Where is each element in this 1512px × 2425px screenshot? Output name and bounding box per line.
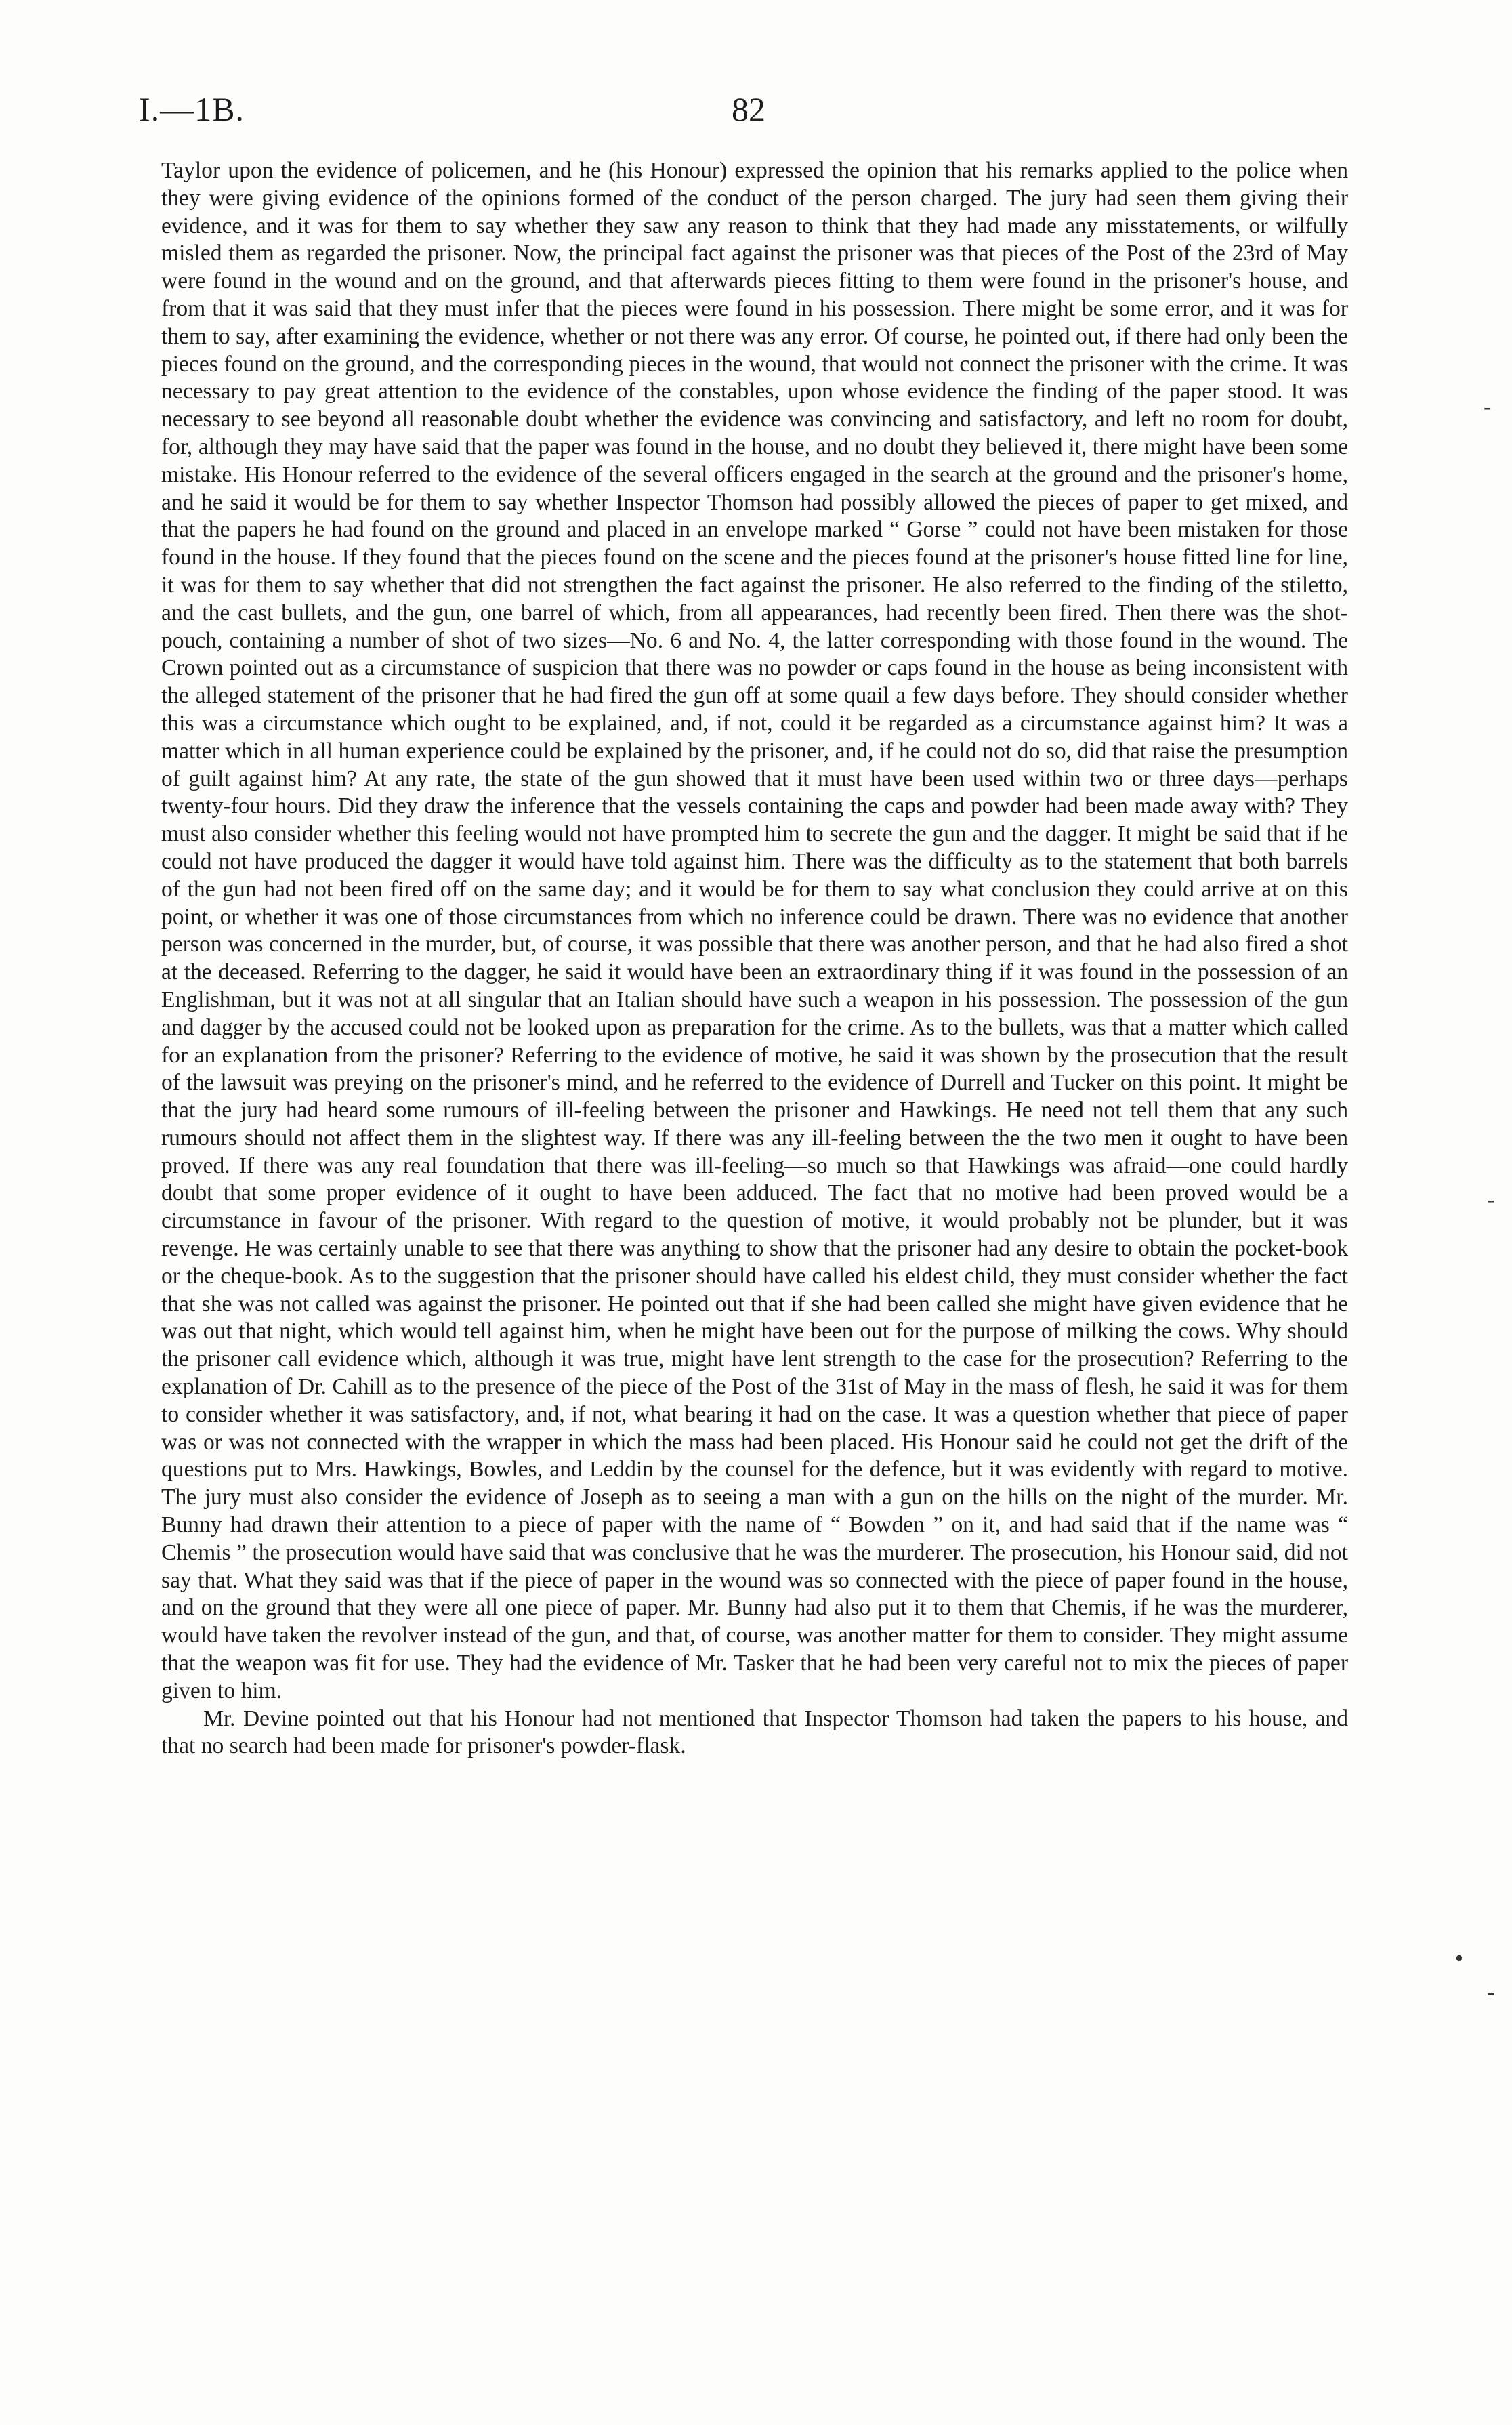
body-text [161, 157, 1348, 1760]
parliamentary-paper-reference: I.—1B. [139, 90, 245, 128]
page-number: 82 [732, 90, 765, 128]
paragraph-judge-summing-up: Taylor upon the evidence of policemen, and he (his Honour) expressed the opinion that his remarks applied to the police when they were giving evidence of the opinions formed of the conduct of the person charged. The jury had seen them giving their evidence, and it was for them to say whether they saw any reason to think that they had made any misstatements, or wilfully misled them as regarded the prisoner. Now, the principal fact against the prisoner was that pieces of the Post of the 23rd of May were found in the wound and on the ground, and that afterwards pieces fitting to them were found in the prisoner's house, and from that it was said that they must infer that the pieces were found in his possession. There might be some error, and it was for them to say, after examining the evidence, whether or not there was any error. Of course, he pointed out, if there had only been the pieces found on the ground, and the corresponding pieces in the wound, that would not connect the prisoner with the crime. It was necessary to pay great attention to the evidence of the constables, upon whose evidence the finding of the paper stood. It was necessary to see beyond all reasonable doubt whether the evidence was convincing and satisfactory, and left no room for doubt, for, although they may have said that the paper was found in the house, and no doubt they believed it, there might have been some mistake. His Honour referred to the evidence of the several officers engaged in the search at the ground and the prisoner's home, and he said it would be for them to say whether Inspector Thomson had possibly allowed the pieces of paper to get mixed, and that the papers he had found on the ground and placed in an envelope marked “ Gorse ” could not have been mistaken for those found in the house. If they found that the pieces found on the scene and the pieces found at the prisoner's house fitted line for line, it was for them to say whether that did not strengthen the fact against the prisoner. He also referred to the finding of the stiletto, and the cast bullets, and the gun, one barrel of which, from all appearances, had recently been fired. Then there was the shot-pouch, containing a number of shot of two sizes—No. 6 and No. 4, the latter corresponding with those found in the wound. The Crown pointed out as a circumstance of suspicion that there was no powder or caps found in the house as being inconsistent with the alleged statement of the prisoner that he had fired the gun off at some quail a few days before. They should consider whether this was a circumstance which ought to be explained, and, if not, could it be regarded as a circumstance against him? It was a matter which in all human experience could be explained by the prisoner, and, if he could not do so, did that raise the presumption of guilt against him? At any rate, the state of the gun showed that it must have been used within two or three days—perhaps twenty-four hours. Did they draw the inference that the vessels containing the caps and powder had been made away with? They must also consider whether this feeling would not have prompted him to secrete the gun and the dagger. It might be said that if he could not have produced the dagger it would have told against him. There was the difficulty as to the statement that both barrels of the gun had not been fired off on the same day; and it would be for them to say what conclusion they could arrive at on this point, or whether it was one of those circumstances from which no inference could be drawn. There was no evidence that another person was concerned in the murder, but, of course, it was possible that there was another person, and that he had also fired a shot at the deceased. Referring to the dagger, he said it would have been an extraordinary thing if it was found in the possession of an Englishman, but it was not at all singular that an Italian should have such a weapon in his possession. The possession of the gun and dagger by the accused could not be looked upon as preparation for the crime. As to the bullets, was that a matter which called for an explanation from the prisoner? Referring to the evidence of motive, he said it was shown by the prosecution that the result of the lawsuit was preying on the prisoner's mind, and he referred to the evidence of Durrell and Tucker on this point. It might be that the jury had heard some rumours of ill-feeling between the prisoner and Hawkings. He need not tell them that any such rumours should not affect them in the slightest way. If there was any ill-feeling between the the two men it ought to have been proved. If there was any real foundation that there was ill-feeling—so much so that Hawkings was afraid—one could hardly doubt that some proper evidence of it ought to have been adduced. The fact that no motive had been proved would be a circumstance in favour of the prisoner. With regard to the question of motive, it would probably not be plunder, but it was revenge. He was certainly unable to see that there was anything to show that the prisoner had any desire to obtain the pocket-book or the cheque-book. As to the suggestion that the prisoner should have called his eldest child, they must consider whether the fact that she was not called was against the prisoner. He pointed out that if she had been called she might have given evidence that he was out that night, which would tell against him, when he might have been out for the purpose of milking the cows. Why should the prisoner call evidence which, although it was true, might have lent strength to the case for the prosecution? Referring to the explanation of Dr. Cahill as to the presence of the piece of the Post of the 31st of May in the mass of flesh, he said it was for them to consider whether it was satisfactory, and, if not, what bearing it had on the case. It was a question whether that piece of paper was or was not connected with the wrapper in which the mass had been placed. His Honour said he could not get the drift of the questions put to Mrs. Hawkings, Bowles, and Leddin by the counsel for the defence, but it was evidently with regard to motive. The jury must also consider the evidence of Joseph as to seeing a man with a gun on the hills on the night of the murder. Mr. Bunny had drawn their attention to a piece of paper with the name of “ Bowden ” on it, and had said that if the name was “ Chemis ” the prosecution would have said that was conclusive that he was the murderer. The prosecution, his Honour said, did not say that. What they said was that if the piece of paper in the wound was so connected with the piece of paper found in the house, and on the ground that they were all one piece of paper. Mr. Bunny had also put it to them that Chemis, if he was the murderer, would have taken the revolver instead of the gun, and that, of course, was another matter for them to consider. They might assume that the weapon was fit for use. They had the evidence of Mr. Tasker that he had been very careful not to mix the pieces of paper given to him. [161, 158, 1348, 1703]
margin-mark: - [1487, 1980, 1495, 2005]
margin-mark: - [1484, 394, 1492, 419]
margin-mark: • [1455, 1946, 1463, 1971]
paragraph-devine-remark: Mr. Devine pointed out that his Honour had not mentioned that Inspector Thomson had taken the papers to his house, and that no search had been made for prisoner's powder-flask. [161, 1705, 1348, 1759]
margin-mark: - [1487, 1187, 1495, 1212]
